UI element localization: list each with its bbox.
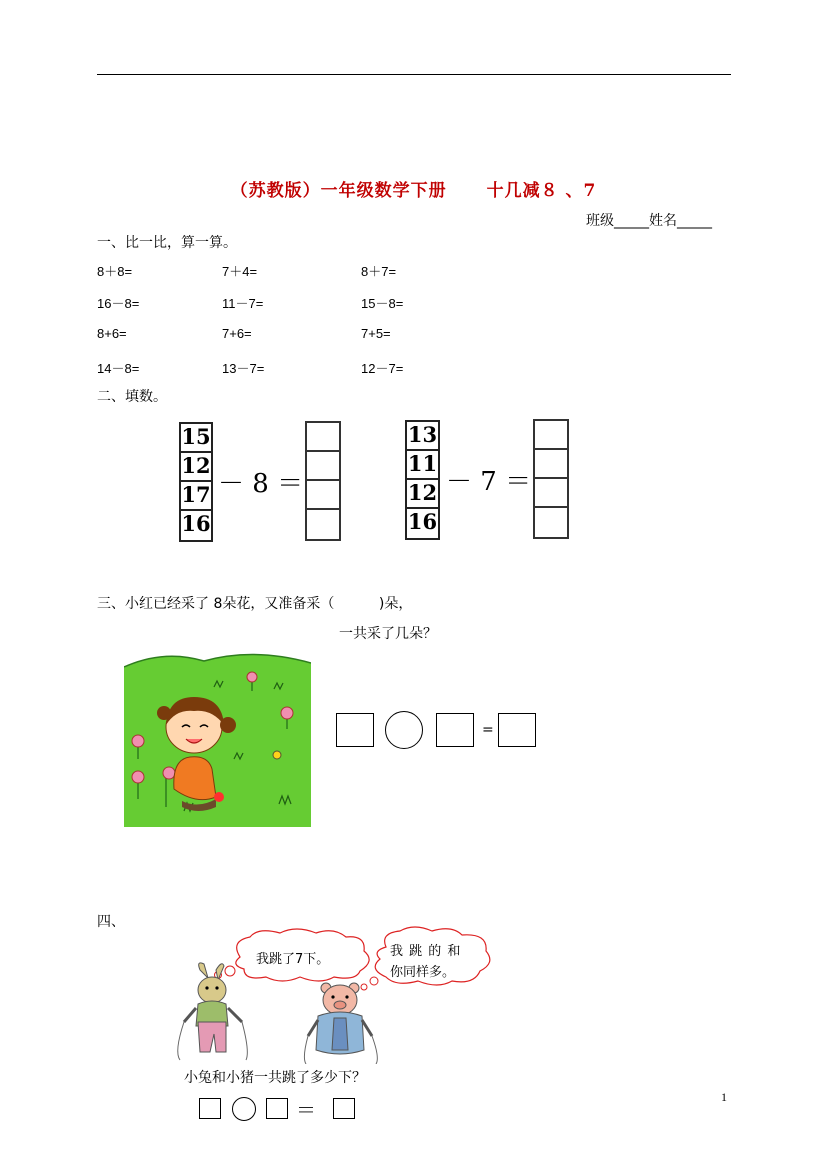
page-title <box>0 176 827 201</box>
pig-speech-line2: 你同样多。 <box>390 965 456 980</box>
rabbit-speech-text: 我跳了7下。 <box>256 952 330 967</box>
equation-1-3: 8＋7= <box>361 264 397 279</box>
equals-sign: = <box>482 722 494 738</box>
stack-number: 17 <box>181 482 211 511</box>
section4-question: 小兔和小猪一共跳了多少下？ <box>184 1070 366 1086</box>
answer-stack-right[interactable] <box>533 419 569 539</box>
equation-3-3: 7+5= <box>361 326 391 341</box>
operator-circle[interactable] <box>232 1097 256 1121</box>
header-rule <box>97 74 731 75</box>
stack-number: 12 <box>181 453 211 482</box>
class-name-line: 班级_____姓名_____ <box>586 213 712 229</box>
answer-cell[interactable] <box>307 481 339 510</box>
equation-2-2: 11－7= <box>222 296 264 311</box>
equation-4-1: 14－8= <box>97 361 140 376</box>
answer-cell[interactable] <box>307 452 339 481</box>
answer-cell[interactable] <box>307 423 339 452</box>
section2-heading: 二、填数。 <box>97 389 167 405</box>
answer-stack-left[interactable] <box>305 421 341 541</box>
answer-cell[interactable] <box>535 508 567 537</box>
stack-number: 16 <box>407 509 438 534</box>
section4-heading: 四、 <box>97 914 125 930</box>
answer-cell[interactable] <box>535 479 567 508</box>
title-topic: 十几减８ 、7 <box>486 181 597 201</box>
operator-circle[interactable] <box>385 711 423 749</box>
stack-number: 11 <box>407 451 438 480</box>
equation-2-3: 15－8= <box>361 296 404 311</box>
title-main: （苏教版）一年级数学下册 <box>230 181 447 201</box>
section3-question: 一共采了几朵？ <box>339 626 437 642</box>
pig-skipping-illustration <box>302 978 382 1064</box>
answer-box[interactable] <box>336 713 374 747</box>
answer-cell[interactable] <box>535 421 567 450</box>
answer-box[interactable] <box>266 1098 288 1119</box>
equation-1-2: 7＋4= <box>222 264 258 279</box>
equation-3-2: 7+6= <box>222 326 252 341</box>
answer-box[interactable] <box>199 1098 221 1119</box>
stack-number: 12 <box>407 480 438 509</box>
answer-box[interactable] <box>498 713 536 747</box>
operation-minus-8: － 8 ＝ <box>218 469 304 499</box>
answer-cell[interactable] <box>307 510 339 539</box>
number-stack-left <box>179 422 213 542</box>
equation-2-1: 16－8= <box>97 296 140 311</box>
equals-sign: ＝ <box>296 1098 316 1122</box>
section1-heading: 一、比一比，算一算。 <box>97 235 237 251</box>
equation-1-1: 8＋8= <box>97 264 133 279</box>
answer-box[interactable] <box>436 713 474 747</box>
equation-3-1: 8+6= <box>97 326 127 341</box>
page-number: 1 <box>721 1090 727 1104</box>
rabbit-skipping-illustration <box>170 962 250 1062</box>
girl-picking-flowers-illustration <box>124 639 311 827</box>
stack-number: 16 <box>181 511 211 536</box>
section3-heading: 三、小红已经采了 8朵花，又准备采（ )朵， <box>97 596 413 612</box>
operation-minus-7: － 7 ＝ <box>446 467 532 497</box>
equation-4-3: 12－7= <box>361 361 404 376</box>
number-stack-right <box>405 420 440 540</box>
answer-box[interactable] <box>333 1098 355 1119</box>
stack-number: 15 <box>181 424 211 453</box>
stack-number: 13 <box>407 422 438 451</box>
pig-speech-line1: 我 跳 的 和 <box>390 944 462 959</box>
equation-4-2: 13－7= <box>222 361 265 376</box>
answer-cell[interactable] <box>535 450 567 479</box>
